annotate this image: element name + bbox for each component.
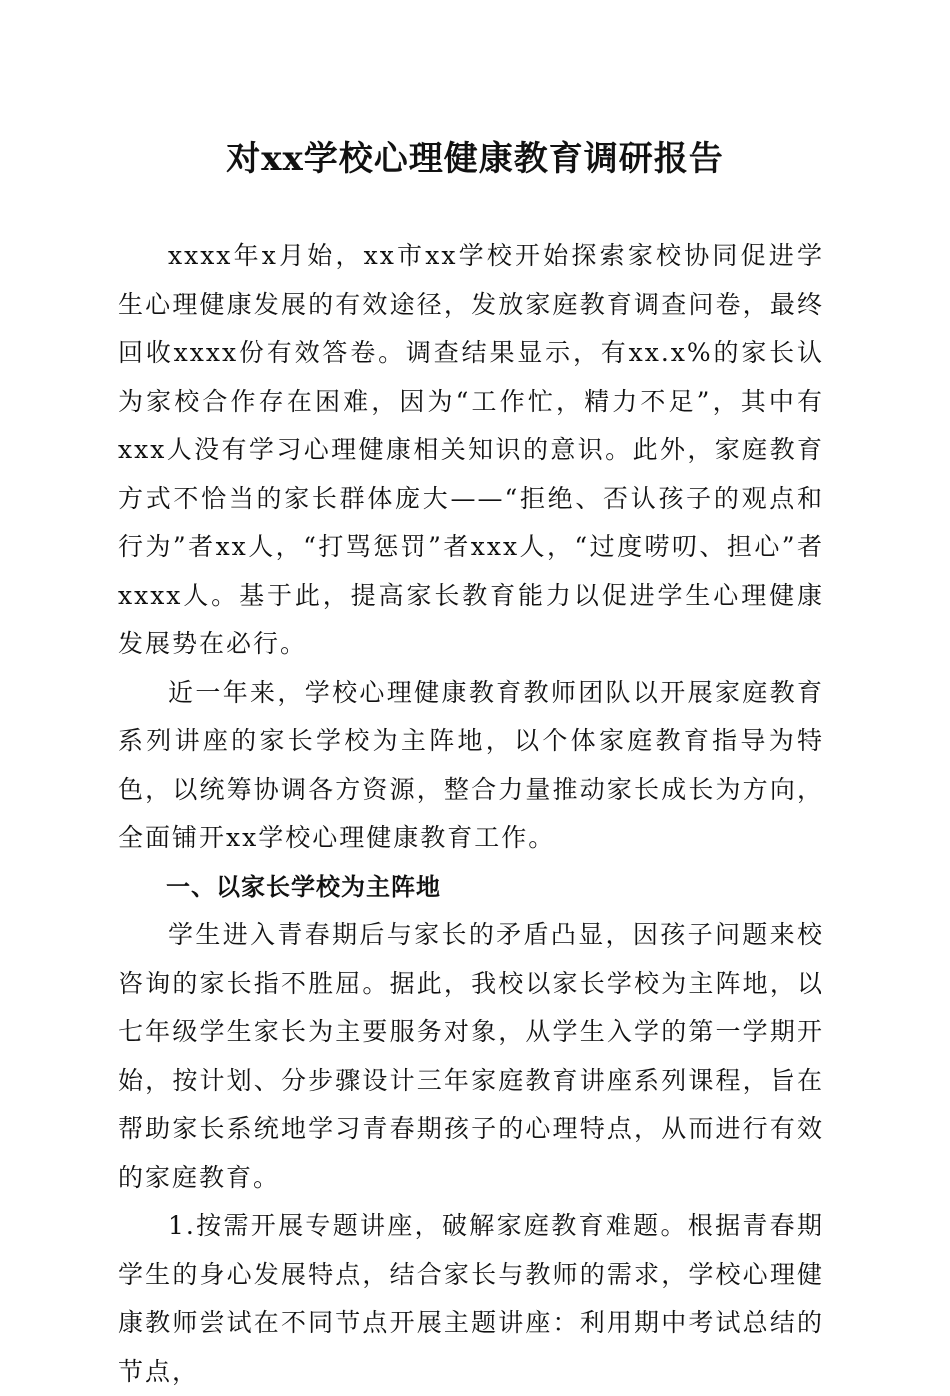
paragraph-work-overview: 近一年来，学校心理健康教育教师团队以开展家庭教育系列讲座的家长学校为主阵地，以个体家庭教育指导为特色，以统筹协调各方资源，整合力量推动家长成长为方向，全面铺开xx学校心理健康教育工作。 [118, 677, 824, 852]
section-heading-parent-school: 一、以家长学校为主阵地 [166, 872, 441, 901]
document-title: 对xx学校心理健康教育调研报告 [226, 139, 724, 179]
document-body [118, 232, 824, 1396]
paragraph-parent-school: 学生进入青春期后与家长的矛盾凸显，因孩子问题来校咨询的家长指不胜屈。据此，我校以家长学校为主阵地，以七年级学生家长为主要服务对象，从学生入学的第一学期开始，按计划、分步骤设计三年家庭教育讲座系列课程，旨在帮助家长系统地学习青春期孩子的心理特点，从而进行有效的家庭教育。 [118, 920, 824, 1192]
paragraph-survey-background: xxxx年x月始，xx市xx学校开始探索家校协同促进学生心理健康发展的有效途径，发放家庭教育调查问卷，最终回收xxxx份有效答卷。调查结果显示，有xx.x%的家长认为家校合作存在困难，因为“工作忙，精力不足”，其中有xxx人没有学习心理健康相关知识的意识。此外，家庭教育方式不恰当的家长群体庞大——“拒绝、否认孩子的观点和行为”者xx人，“打骂惩罚”者xxx人，“过度唠叨、担心”者xxxx人。基于此，提高家长教育能力以促进学生心理健康发展势在必行。 [118, 241, 824, 658]
paragraph-topic-lectures: 1.按需开展专题讲座，破解家庭教育难题。根据青春期学生的身心发展特点，结合家长与教师的需求，学校心理健康教师尝试在不同节点开展主题讲座：利用期中考试总结的节点， [118, 1211, 824, 1386]
